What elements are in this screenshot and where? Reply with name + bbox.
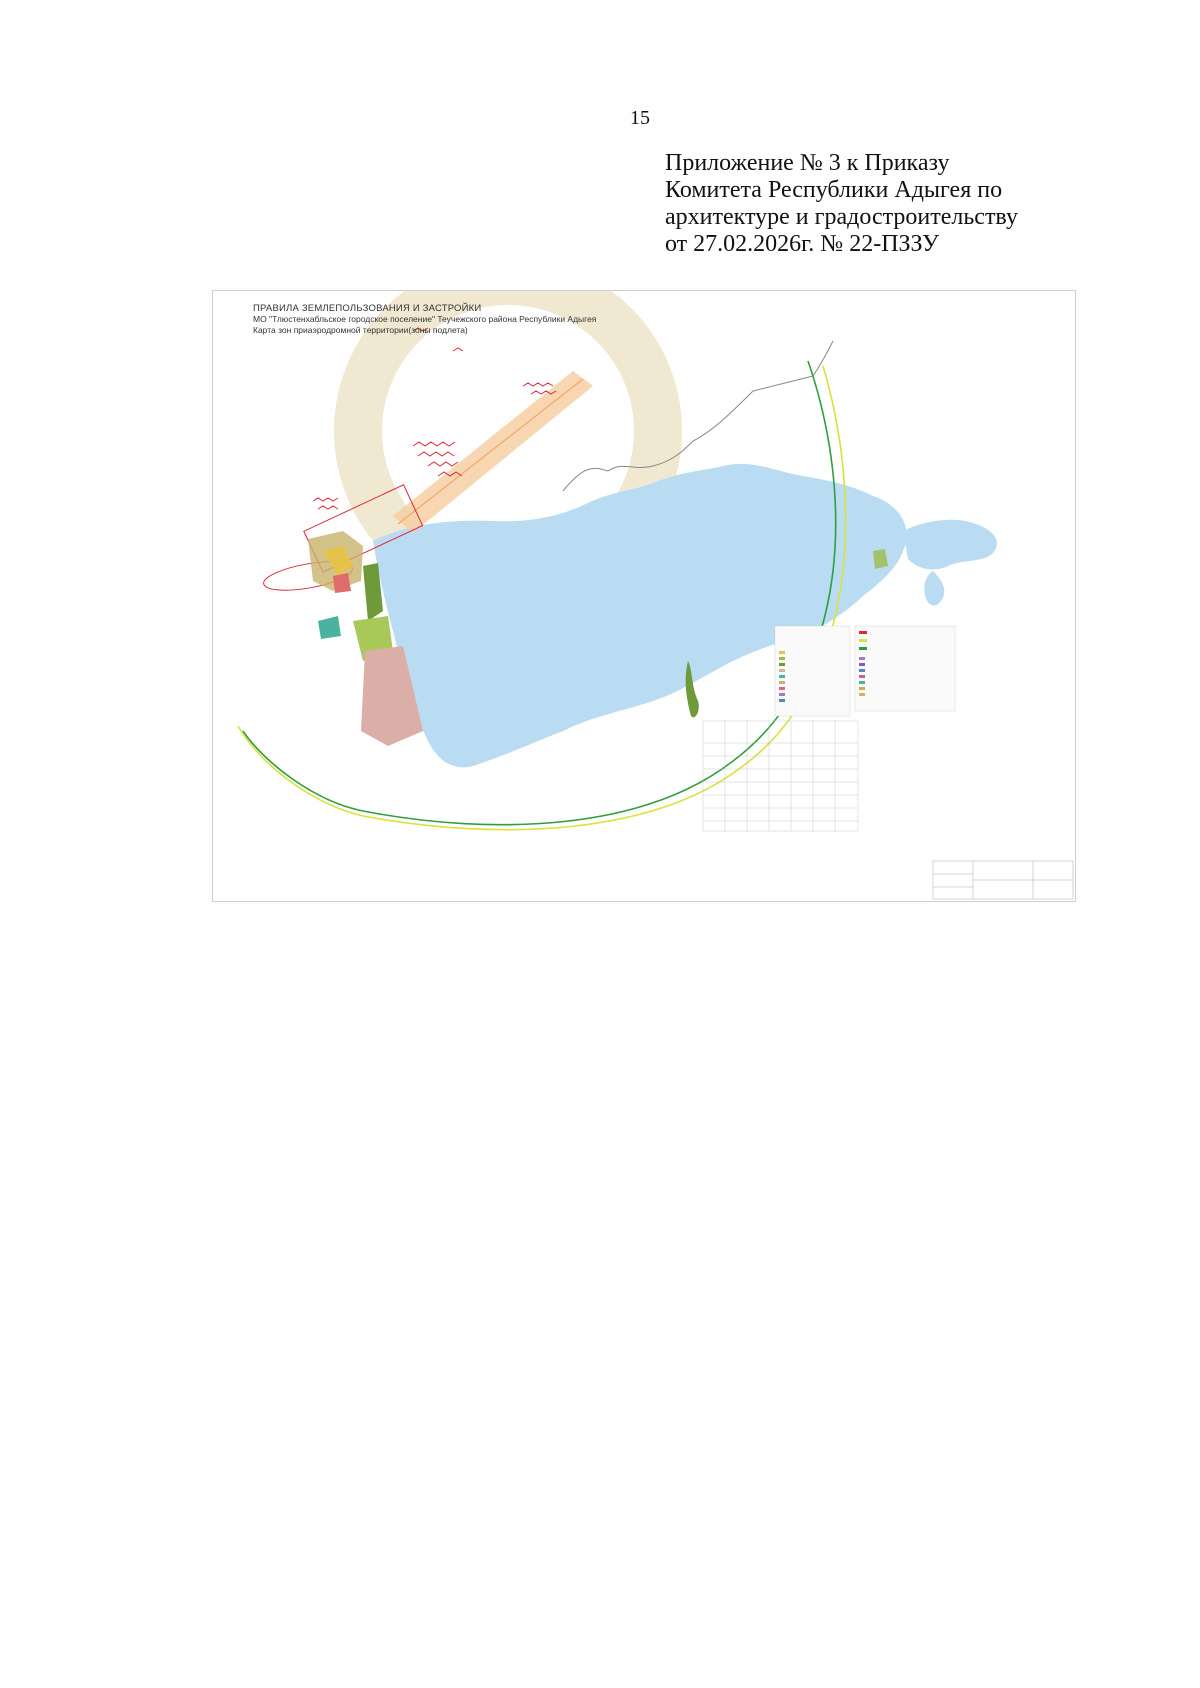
legend-left [775, 626, 850, 716]
legend-right [855, 626, 955, 711]
reservoir-east-arm [903, 520, 997, 570]
appendix-line-3: архитектуре и градостроительству [665, 204, 1018, 230]
reservoir [373, 464, 907, 767]
appendix-header [665, 150, 1018, 258]
reservoir-inlet [924, 571, 944, 606]
map-frame [212, 290, 1076, 902]
appendix-line-2: Комитета Республики Адыгея по [665, 177, 1003, 203]
page-number: 15 [630, 107, 650, 129]
runway-axis [398, 379, 583, 524]
title-block [933, 861, 1073, 899]
map-title-block [253, 303, 596, 336]
coordinate-table [703, 721, 858, 831]
zoning-map [213, 291, 1075, 901]
appendix-line-4: от 27.02.2026г. № 22-ПЗЗУ [665, 231, 939, 257]
map-subtitle: МО "Тлюстенхабльское городское поселение" Теучежского района Республики Адыгея [253, 314, 597, 324]
appendix-line-1: Приложение № 3 к Приказу [665, 150, 950, 176]
municipal-boundary [563, 341, 833, 491]
map-title: ПРАВИЛА ЗЕМЛЕПОЛЬЗОВАНИЯ И ЗАСТРОЙКИ [253, 303, 482, 314]
map-caption: Карта зон приаэродромной территории(зоны подлета) [253, 325, 468, 335]
